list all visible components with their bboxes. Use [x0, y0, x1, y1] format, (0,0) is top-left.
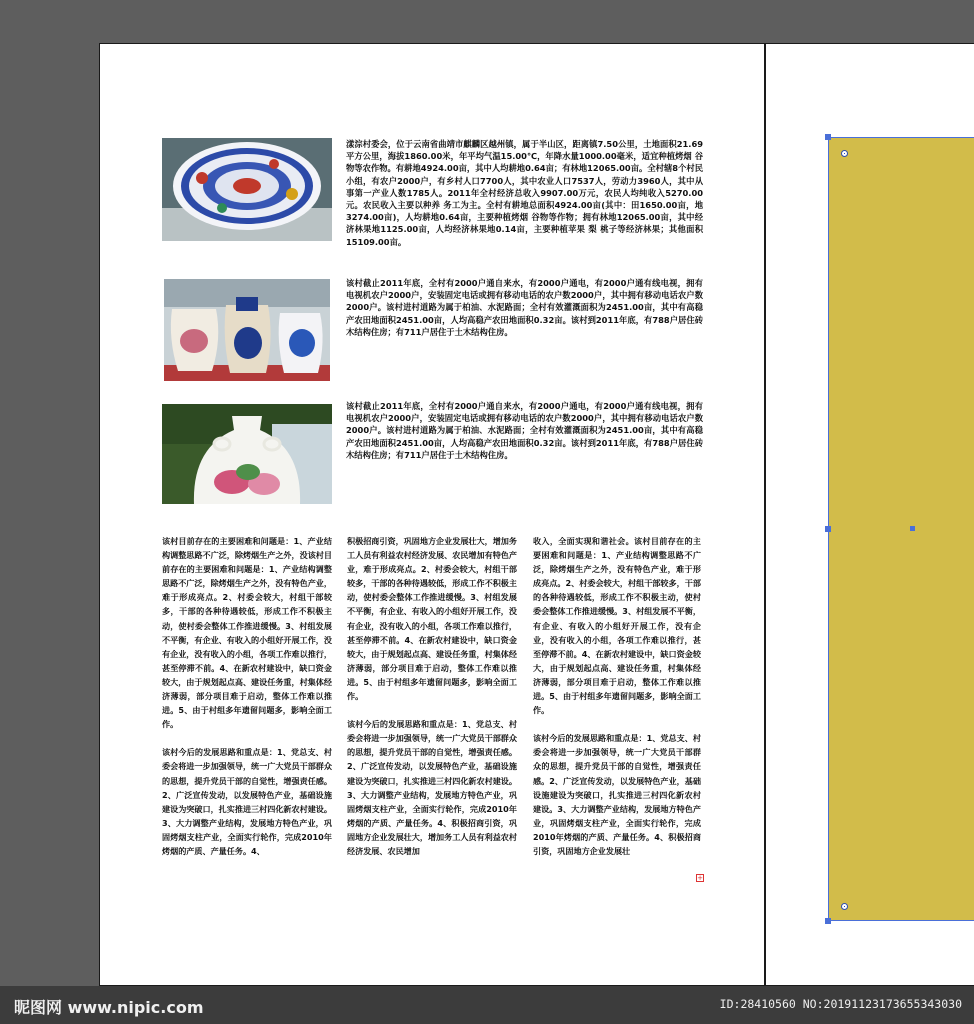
frame-handle-bottom-left[interactable]	[825, 918, 831, 924]
column-1-paragraph-1: 该村目前存在的主要困难和问题是：1、产业结构调整思路不广泛，除烤烟生产之外，没该村目前存在的主要困难和问题是：1、产业结构调整思路不广泛，除烤烟生产之外，没有特色产业，难于形成亮点。2、村委会较大，村组干部较多，干部的各种待遇较低，形成工作不积极主动，使村委会整体工作推进缓慢。3、村组发展不平衡，有企业、有收入的小组好开展工作，没有企业，没有收入的小组，各项工作难以推行，甚至停滞不前。4、在新农村建设中，缺口资金较大，由于规划起点高、建设任务重，村集体经济薄弱，部分项目难于启动，整体工作难以推进。5、由于村组多年遗留问题多，影响全面工作。	[162, 536, 332, 730]
porcelain-vases-photo	[164, 279, 330, 381]
frame-handle-top-left[interactable]	[825, 134, 831, 140]
large-vase-photo	[162, 404, 332, 504]
intro-paragraph-2: 该村截止2011年底，全村有2000户通自来水，有2000户通电，有2000户通有线电视，拥有电视机农户2000户，安装固定电话或拥有移动电话的农户数2000户，其中拥有移动电话农户数2000户。该村进村道路为属于柏油、水泥路面；全村有效灌溉面积为2451.00亩，其中有高稳产农田地面积2451.00亩，人均高稳产农田地面积0.32亩。该村到2011年底，有788户居住砖木结构住房；有711户居住于土木结构住房。	[346, 278, 703, 337]
text-column-2	[347, 534, 517, 872]
column-3-paragraph-1: 收入，全面实现和谐社会。该村目前存在的主要困难和问题是：1、产业结构调整思路不广泛，除烤烟生产之外，没有特色产业，难于形成亮点。2、村委会较大，村组干部较多，干部的各种待遇较低，形成工作不积极主动，使村委会整体工作推进缓慢。3、村组发展不平衡，有企业、有收入的小组好开展工作，没有企业，没有收入的小组，各项工作难以推行，甚至停滞不前。4、在新农村建设中，缺口资金较大，由于规划起点高、建设任务重，村集体经济薄弱，部分项目难于启动，整体工作难以推进。5、由于村组多年遗留问题多，影响全面工作。	[533, 536, 701, 716]
intro-paragraph-1: 漾淙村委会，位于云南省曲靖市麒麟区越州镇，属于半山区，距离镇7.50公里，土地面积21.69平方公里，海拔1860.00米，年平均气温15.00℃，年降水量1000.00毫米，适宜种植烤烟 谷物等农作物。有耕地4924.00亩，其中人均耕地0.64亩；有林地12065.00亩。全村辖8个村民小组，有农户2000户，有乡村人口7700人，其中农业人口7537人，劳动力3960人，其中从事第一产业人数1785人。2011年全村经济总收入9907.00万元，农民人均纯收入5270.00元。农民收入主要以种养 务工为主。全村有耕地总面积4924.00亩(其中：田1650.00亩，地3274.00亩)，人均耕地0.64亩，主要种植烤烟 谷物等作物；拥有林地12065.00亩，其中经济林果地1125.00亩，人均经济林果地0.14亩，主要种植苹果 梨 桃子等经济林果；其他面积15109.00亩。	[346, 139, 703, 247]
frame-corner-anchor-bottom[interactable]	[841, 903, 848, 910]
column-1-paragraph-2: 该村今后的发展思路和重点是：1、党总支、村委会将进一步加强领导，统一广大党员干部群众的思想，提升党员干部的自觉性，增强责任感。2、广泛宣传发动，以发展特色产业，基础设施建设为突破口，扎实推进三村四化新农村建设。3、大力调整产业结构，发展地方特色产业，巩固烤烟支柱产业，全面实行轮作，完成2010年烤烟的产质、产量任务。4、	[162, 747, 332, 856]
porcelain-plate-photo	[162, 138, 332, 241]
column-3-paragraph-2: 该村今后的发展思路和重点是：1、党总支、村委会将进一步加强领导，统一广大党员干部群众的思想，提升党员干部的自觉性，增强责任感。2、广泛宣传发动，以发展特色产业，基础设施建设为突破口，扎实推进三村四化新农村建设。3、大力调整产业结构，发展地方特色产业，巩固烤烟支柱产业，全面实行轮作，完成2010年烤烟的产质、产量任务。4、积极招商引资，巩固地方企业发展壮	[533, 733, 701, 856]
image-id-label: ID:28410560 NO:20191123173655343030	[719, 997, 962, 1011]
frame-corner-anchor-top[interactable]	[841, 150, 848, 157]
intro-paragraph-3: 该村截止2011年底，全村有2000户通自来水，有2000户通电，有2000户通有线电视，拥有电视机农户2000户，安装固定电话或拥有移动电话的农户数2000户，其中拥有移动电话农户数2000户。该村进村道路为属于柏油、水泥路面；全村有效灌溉面积为2451.00亩，其中有高稳产农田地面积2451.00亩，人均高稳产农田地面积0.32亩。该村到2011年底，有788户居住砖木结构住房；有711户居住于土木结构住房。	[346, 401, 703, 460]
site-logo: 昵图网 www.nipic.com	[14, 998, 204, 1017]
frame-center-point[interactable]	[910, 526, 915, 531]
text-column-1	[162, 534, 332, 872]
column-2-paragraph-2: 该村今后的发展思路和重点是：1、党总支、村委会将进一步加强领导，统一广大党员干部群众的思想，提升党员干部的自觉性，增强责任感。2、广泛宣传发动，以发展特色产业，基础设施建设为突破口，扎实推进三村四化新农村建设。3、大力调整产业结构，发展地方特色产业，巩固烤烟支柱产业，全面实行轮作，完成2010年烤烟的产质、产量任务。4、积极招商引资，巩固地方企业发展壮大，增加务工人员有利益农村经济发展、农民增加	[347, 719, 517, 856]
frame-handle-mid-left[interactable]	[825, 526, 831, 532]
selected-color-frame[interactable]	[828, 137, 974, 921]
overset-text-icon[interactable]: +	[697, 874, 703, 882]
text-column-3	[533, 534, 701, 872]
column-2-paragraph-1: 积极招商引资，巩固地方企业发展壮大，增加务工人员有利益农村经济发展、农民增加有特色产业，难于形成亮点。2、村委会较大，村组干部较多，干部的各种待遇较低，形成工作不积极主动，使村委会整体工作推进缓慢。3、村组发展不平衡，有企业、有收入的小组好开展工作，没有企业，没有收入的小组，各项工作难以推行，甚至停滞不前。4、在新农村建设中，缺口资金较大，由于规划起点高、建设任务重，村集体经济薄弱，部分项目难于启动，整体工作难以推进。5、由于村组多年遗留问题多，影响全面工作。	[347, 536, 517, 702]
watermark-footer	[0, 986, 974, 1024]
